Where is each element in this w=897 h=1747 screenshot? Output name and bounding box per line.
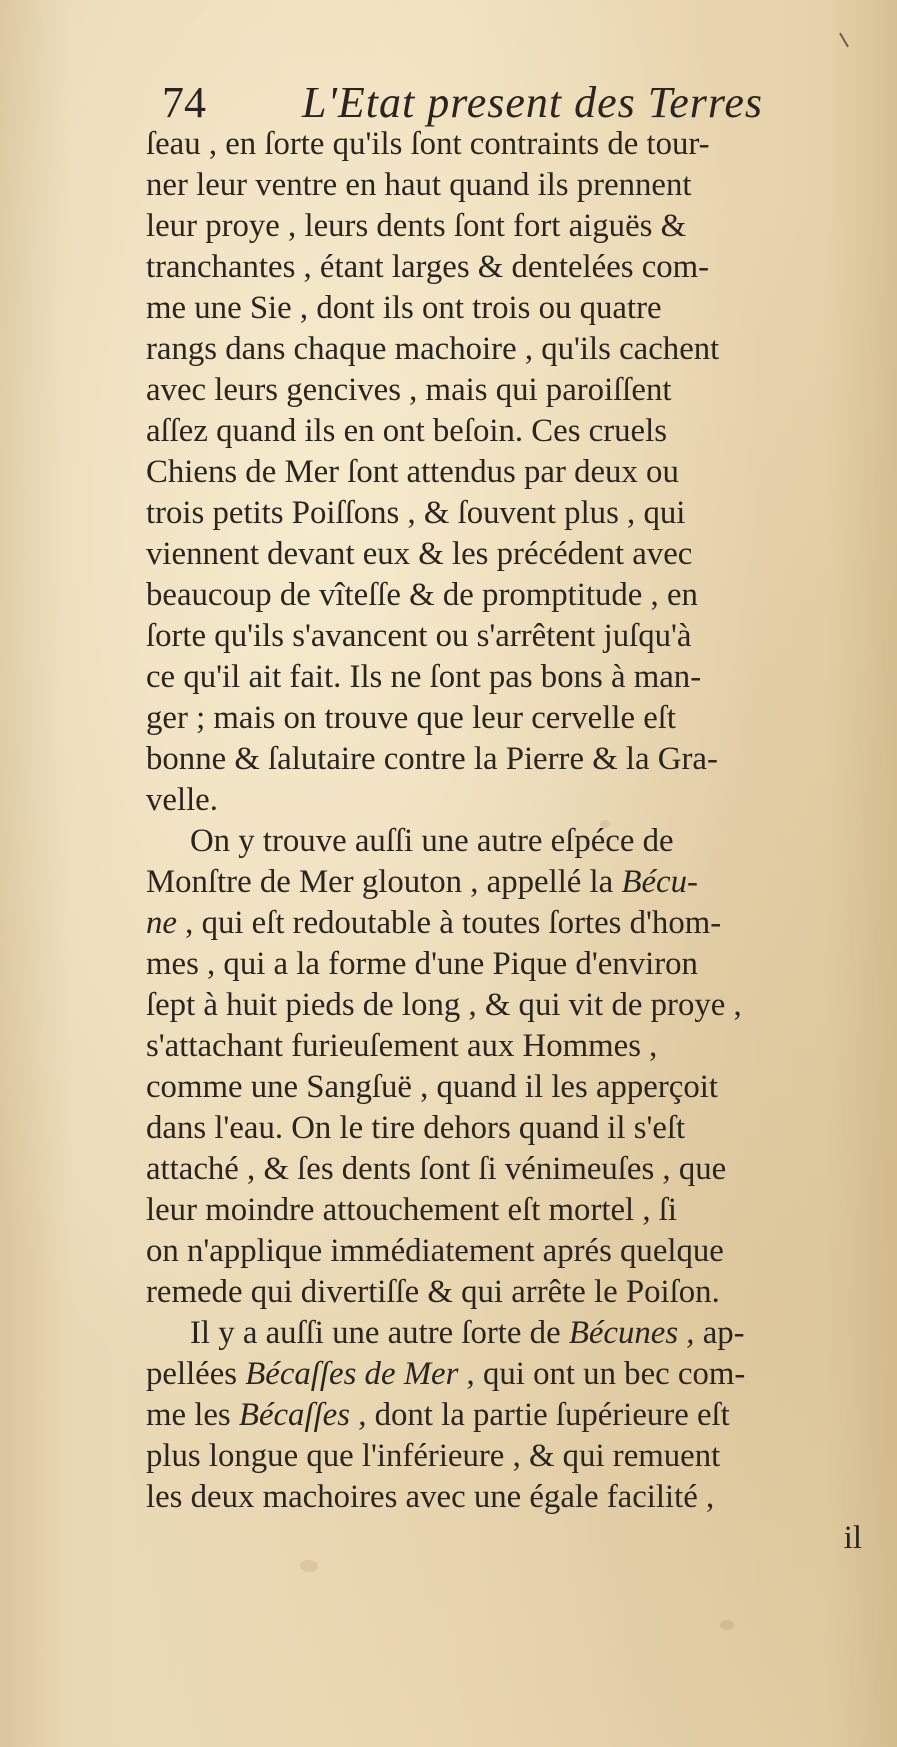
text-line: ger ; mais on trouve que leur cervelle eſt bbox=[146, 700, 677, 736]
italic-term: Bécaſſes , bbox=[238, 1397, 367, 1433]
text-line: viennent devant eux & les précédent avec bbox=[146, 536, 693, 572]
text-line: attaché , & ſes dents ſont ſi vénimeuſes , que bbox=[146, 1151, 727, 1187]
ink-mark bbox=[839, 33, 849, 48]
text-line: velle. bbox=[146, 782, 218, 818]
text-line: beaucoup de vîteſſe & de promptitude , en bbox=[146, 577, 698, 613]
paragraph-first-line bbox=[146, 1313, 886, 1354]
italic-term: Bécunes , bbox=[568, 1315, 695, 1351]
text-line bbox=[146, 862, 886, 903]
text-line: rangs dans chaque machoire , qu'ils cachent bbox=[146, 331, 720, 367]
text-line: on n'applique immédiatement aprés quelque bbox=[146, 1233, 724, 1269]
text-line: leur moindre attouchement eſt mortel , ſi bbox=[146, 1192, 677, 1228]
text-line: me une Sie , dont ils ont trois ou quatre bbox=[146, 290, 662, 326]
text-line bbox=[146, 1354, 886, 1395]
text-line bbox=[146, 1395, 886, 1436]
catchword: il bbox=[843, 1520, 862, 1556]
paper-stain bbox=[720, 1620, 734, 1630]
text-line: tranchantes , étant larges & dentelées com- bbox=[146, 249, 710, 285]
text-line: ſept à huit pieds de long , & qui vit de proye , bbox=[146, 987, 742, 1023]
text-segment: pellées bbox=[146, 1356, 246, 1392]
running-head: L'Etat present des Terres bbox=[302, 78, 763, 127]
text-segment: ap- bbox=[694, 1315, 745, 1351]
text-line: dans l'eau. On le tire dehors quand il s'eſt bbox=[146, 1110, 686, 1146]
page-number: 74 bbox=[162, 78, 206, 127]
text-line: ſeau , en ſorte qu'ils ſont contraints de tour- bbox=[146, 126, 710, 162]
text-line: avec leurs gencives , mais qui paroiſſent bbox=[146, 372, 672, 408]
text-line: bonne & ſalutaire contre la Pierre & la Gra- bbox=[146, 741, 718, 777]
body-text bbox=[146, 124, 886, 1559]
text-line: ner leur ventre en haut quand ils prennent bbox=[146, 167, 692, 203]
text-segment: dont la partie ſupérieure eſt bbox=[366, 1397, 730, 1433]
text-line: remede qui divertiſſe & qui arrête le Poiſon. bbox=[146, 1274, 720, 1310]
text-segment: Il y a auſſi une autre ſorte de bbox=[190, 1315, 569, 1351]
text-line: les deux machoires avec une égale facilité , bbox=[146, 1479, 715, 1515]
italic-term: ne bbox=[146, 905, 177, 941]
paragraph-first-line: On y trouve auſſi une autre eſpéce de bbox=[190, 823, 674, 859]
italic-term: Bécaſſes de Mer bbox=[245, 1356, 459, 1392]
text-line: Chiens de Mer ſont attendus par deux ou bbox=[146, 454, 679, 490]
text-line: ce qu'il ait fait. Ils ne ſont pas bons à man- bbox=[146, 659, 702, 695]
paper-stain bbox=[300, 1560, 318, 1572]
italic-term: Bécu- bbox=[621, 864, 698, 900]
text-line: plus longue que l'inférieure , & qui remuent bbox=[146, 1438, 721, 1474]
text-line: trois petits Poiſſons , & ſouvent plus , qui bbox=[146, 495, 686, 531]
text-line: ſorte qu'ils s'avancent ou s'arrêtent juſqu'à bbox=[146, 618, 692, 654]
text-line bbox=[146, 903, 886, 944]
text-segment: Monſtre de Mer glouton , appellé la bbox=[146, 864, 622, 900]
text-line: leur proye , leurs dents ſont fort aiguës & bbox=[146, 208, 687, 244]
text-segment: , qui ont un bec com- bbox=[458, 1356, 746, 1392]
text-line: s'attachant furieuſement aux Hommes , bbox=[146, 1028, 658, 1064]
text-line: aſſez quand ils en ont beſoin. Ces cruels bbox=[146, 413, 667, 449]
text-line: comme une Sangſuë , quand il les apperçoit bbox=[146, 1069, 718, 1105]
text-segment: me les bbox=[146, 1397, 239, 1433]
text-line: mes , qui a la forme d'une Pique d'environ bbox=[146, 946, 698, 982]
text-segment: , qui eſt redoutable à toutes ſortes d'hom- bbox=[176, 905, 722, 941]
